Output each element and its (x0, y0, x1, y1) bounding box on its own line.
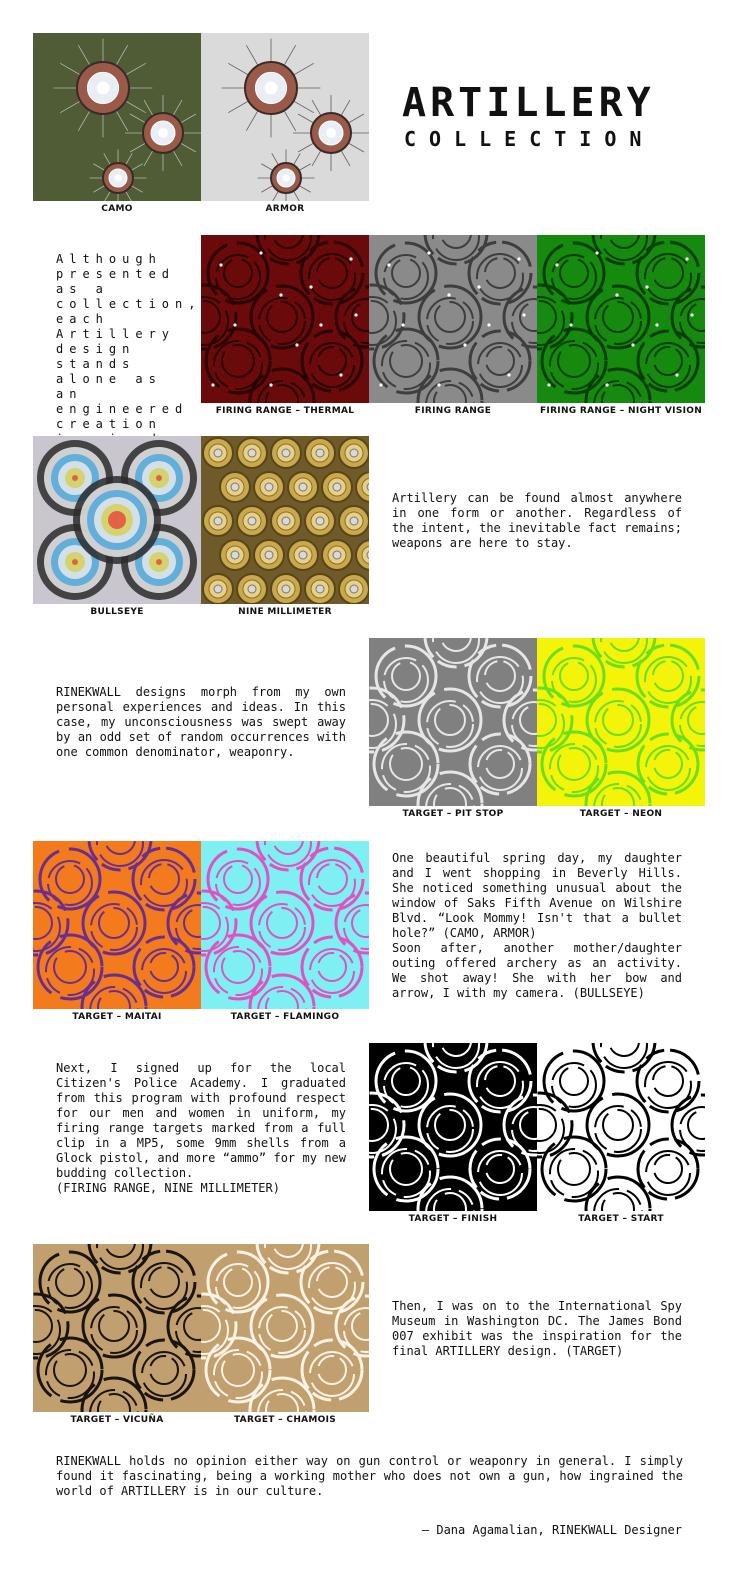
swatch-pattern (33, 33, 201, 201)
swatch-pattern (201, 1244, 369, 1412)
swatch-pattern (33, 841, 201, 1009)
swatch-pattern (201, 33, 369, 201)
swatch-label-nine-millimeter: NINE MILLIMETER (238, 607, 332, 617)
swatch-armor[interactable] (201, 33, 369, 201)
swatch-pattern (201, 436, 369, 604)
swatch-firing-range[interactable] (369, 235, 537, 403)
swatch-label-target-maitai: TARGET – MAITAI (72, 1012, 162, 1022)
swatch-label-bullseye: BULLSEYE (90, 607, 144, 617)
designer-signature: — Dana Agamalian, RINEKWALL Designer (421, 1523, 682, 1537)
swatch-label-target-vicuna: TARGET – VICUÑA (70, 1415, 164, 1425)
swatch-target-flamingo[interactable] (201, 841, 369, 1009)
swatch-bullseye[interactable] (33, 436, 201, 604)
story-paragraph (392, 851, 682, 1001)
morph-paragraph: RINEKWALL designs morph from my own personal experiences and ideas. In this case, my unconsciousness was swept away by an odd set of random occurrences with one common denominator, weaponry. (56, 685, 346, 759)
swatch-nine-millimeter[interactable] (201, 436, 369, 604)
academy-paragraph-part-1: Next, I signed up for the local Citizen's Police Academy. I graduated from this program with profound respect for our men and women in uniform, my firing range targets marked from a full clip in a MP5, some 9mm shells from a Glock pistol, and more “ammo” for my new budding collection. (56, 1061, 346, 1180)
academy-paragraph-part-2: (FIRING RANGE, NINE MILLIMETER) (56, 1181, 280, 1195)
swatch-pattern (369, 638, 537, 806)
swatch-target-chamois[interactable] (201, 1244, 369, 1412)
swatch-label-camo: CAMO (101, 204, 133, 214)
academy-paragraph (56, 1061, 346, 1196)
collection-title: ARTILLERY (402, 80, 655, 126)
swatch-label-target-finish: TARGET – FINISH (408, 1214, 498, 1224)
intro-paragraph: Although presented as a collection, each Artillery design stands alone as an engineered creation (56, 252, 202, 431)
closing-paragraph: RINEKWALL holds no opinion either way on gun control or weaponry in general. I simply found it fascinating, being a working mother who does not own a gun, how ingrained the world of ARTILLERY is in our culture. (56, 1454, 683, 1498)
swatch-pattern (369, 235, 537, 403)
swatch-pattern (33, 1244, 201, 1412)
swatch-label-armor: ARMOR (265, 204, 305, 214)
swatch-firing-range-thermal[interactable] (201, 235, 369, 403)
swatch-pattern (201, 841, 369, 1009)
swatch-pattern (537, 235, 705, 403)
swatch-label-firing-range-night-vision: FIRING RANGE – NIGHT VISION (539, 406, 703, 416)
swatch-camo[interactable] (33, 33, 201, 201)
swatch-pattern (369, 1043, 537, 1211)
swatch-target-vicuna[interactable] (33, 1244, 201, 1412)
story-paragraph-part-1: One beautiful spring day, my daughter and I went shopping in Beverly Hills. She noticed something unusual about the window of Saks Fifth Avenue on Wilshire Blvd. “Look Mommy! Isn't that a bullet hole?” (CAMO, ARMOR) (392, 851, 682, 940)
swatch-firing-range-night-vision[interactable] (537, 235, 705, 403)
swatch-pattern (537, 638, 705, 806)
swatch-pattern (537, 1043, 705, 1211)
swatch-label-firing-range: FIRING RANGE (414, 406, 492, 416)
spy-museum-paragraph: Then, I was on to the International Spy Museum in Washington DC. The James Bond 007 exhibit was the inspiration for the final ARTILLERY design. (TARGET) (392, 1299, 682, 1358)
swatch-target-finish[interactable] (369, 1043, 537, 1211)
swatch-target-pit-stop[interactable] (369, 638, 537, 806)
swatch-label-firing-range-thermal: FIRING RANGE – THERMAL (215, 406, 355, 416)
swatch-label-target-chamois: TARGET – CHAMOIS (233, 1415, 337, 1425)
swatch-pattern (201, 235, 369, 403)
collection-subtitle: COLLECTION (404, 127, 655, 151)
swatch-label-target-neon: TARGET – NEON (579, 809, 663, 819)
artillery-paragraph: Artillery can be found almost anywhere in one form or another. Regardless of the intent, the inevitable fact remains; weapons are here to stay. (392, 491, 682, 550)
swatch-label-target-start: TARGET – START (578, 1214, 664, 1224)
swatch-label-target-pit-stop: TARGET – PIT STOP (402, 809, 504, 819)
swatch-target-start[interactable] (537, 1043, 705, 1211)
story-paragraph-part-2: Soon after, another mother/daughter outing offered archery as an activity. We shot away! She with her bow and arrow, I with my camera. (BULLSEYE) (392, 941, 682, 1000)
swatch-target-neon[interactable] (537, 638, 705, 806)
swatch-label-target-flamingo: TARGET – FLAMINGO (230, 1012, 340, 1022)
swatch-pattern (33, 436, 201, 604)
swatch-target-maitai[interactable] (33, 841, 201, 1009)
